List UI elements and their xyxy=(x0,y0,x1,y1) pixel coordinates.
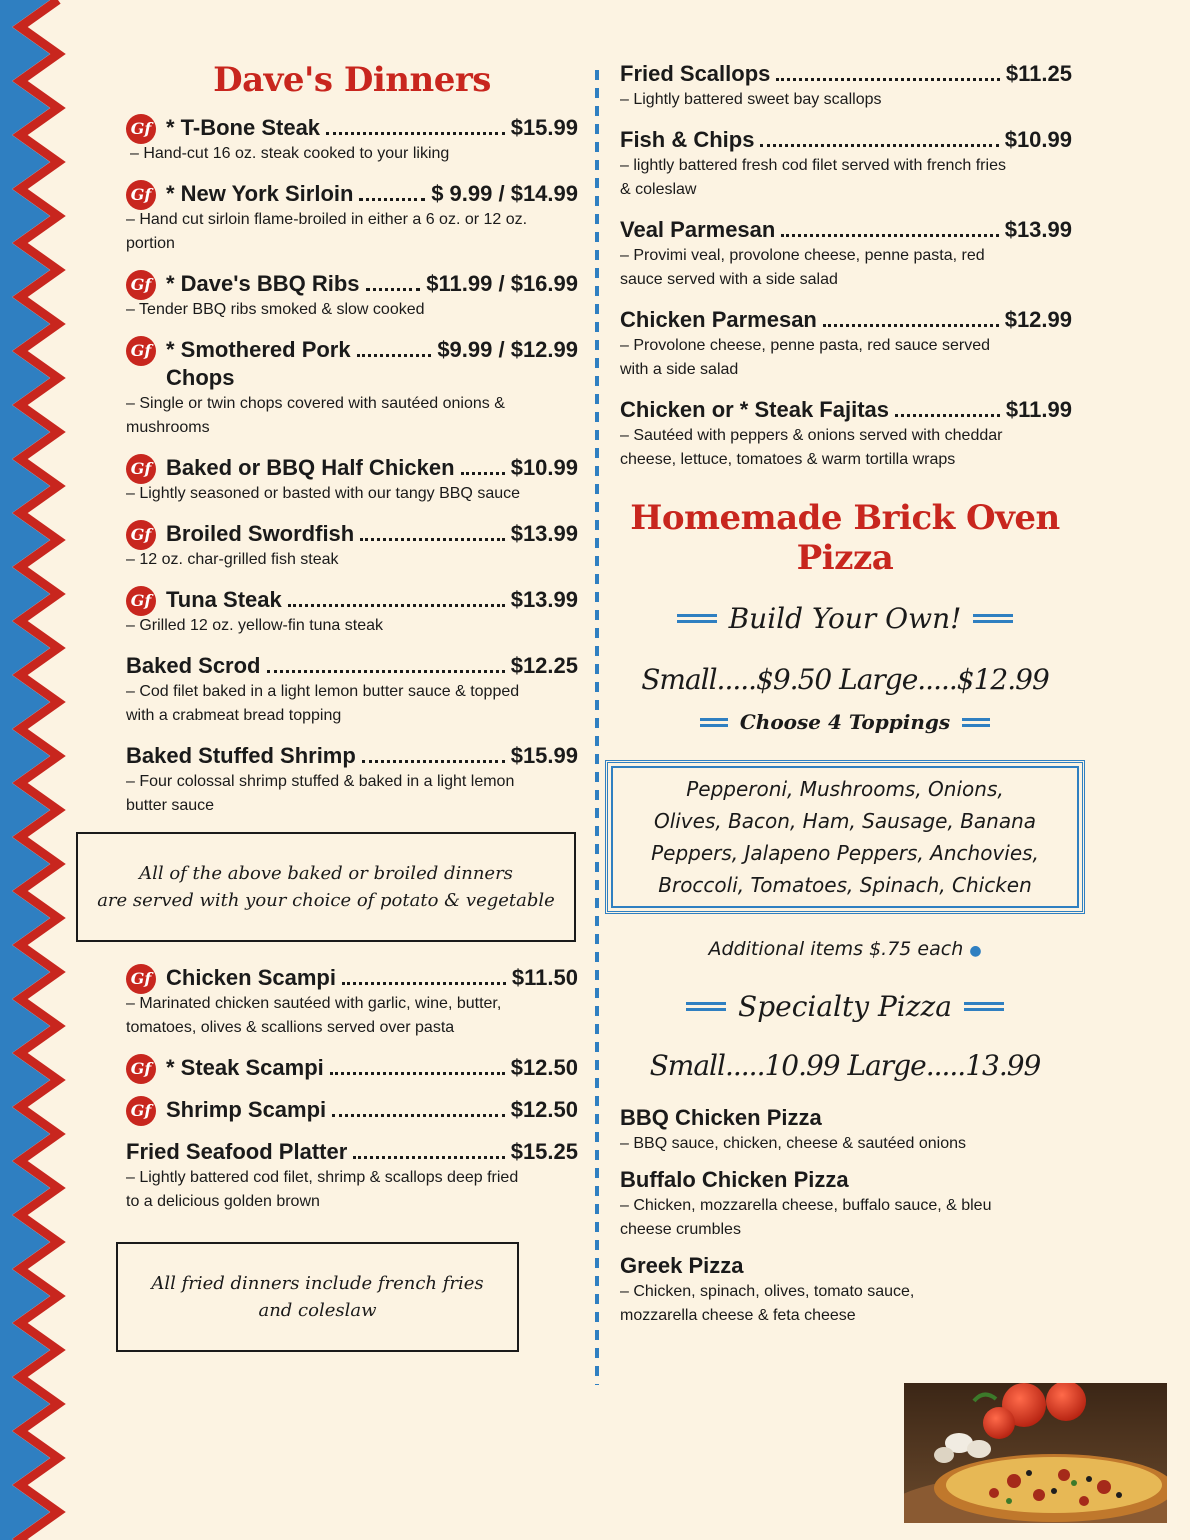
additional-items-text: Additional items $.75 each xyxy=(708,938,964,960)
item-price: $12.50 xyxy=(510,1055,578,1080)
item-price: $10.99 xyxy=(510,455,578,480)
pizza-photo xyxy=(904,1383,1167,1523)
item-price: $11.25 xyxy=(1005,61,1072,86)
item-name: * Smothered Pork xyxy=(166,337,351,362)
baked-dinners-note xyxy=(76,832,576,942)
item-name: Greek Pizza xyxy=(620,1253,744,1278)
item-name: Baked Stuffed Shrimp xyxy=(126,743,356,768)
item-price: $10.99 xyxy=(1004,127,1072,152)
item-description: – Lightly battered sweet bay scallops xyxy=(620,91,882,108)
item-description: – Chicken, mozzarella cheese, buffalo sauce, & bleu cheese crumbles xyxy=(620,1197,992,1238)
gluten-free-icon: Gf xyxy=(126,180,156,210)
menu-item-baked-stuffed-shrimp xyxy=(126,742,578,818)
item-description: – Four colossal shrimp stuffed & baked in a light lemon butter sauce xyxy=(126,773,515,814)
additional-items-note xyxy=(590,938,1100,960)
item-name: BBQ Chicken Pizza xyxy=(620,1105,822,1130)
bullet-dot-icon: ● xyxy=(969,943,982,959)
item-description: – Hand cut sirloin flame-broiled in either a 6 oz. or 12 oz. portion xyxy=(126,211,528,252)
menu-item-smothered-pork-chops xyxy=(126,336,578,440)
item-description: – Provimi veal, provolone cheese, penne pasta, red sauce served with a side salad xyxy=(620,247,985,288)
item-price: $15.99 xyxy=(510,115,578,140)
seafood-list xyxy=(620,60,1072,472)
item-description: – BBQ sauce, chicken, cheese & sautéed onions xyxy=(620,1135,966,1152)
item-description: – Chicken, spinach, olives, tomato sauce, mozzarella cheese & feta cheese xyxy=(620,1283,915,1324)
note-line: All fried dinners include french fries xyxy=(151,1273,484,1294)
fried-dinners-note xyxy=(116,1242,519,1352)
leader-dots xyxy=(359,191,425,201)
item-price: $11.50 xyxy=(511,965,578,990)
specialty-pizza-label: Specialty Pizza xyxy=(738,990,952,1023)
item-name-continued: Chops xyxy=(166,365,235,390)
decorative-bars xyxy=(677,614,717,623)
leader-dots xyxy=(267,663,505,673)
toppings-line: Olives, Bacon, Ham, Sausage, Banana xyxy=(653,809,1037,833)
leader-dots xyxy=(895,407,1000,417)
gluten-free-icon: Gf xyxy=(126,454,156,484)
item-price: $12.99 xyxy=(1004,307,1072,332)
item-price: $11.99 xyxy=(1005,397,1072,422)
specialty-pizza-heading xyxy=(590,990,1100,1023)
menu-item-chicken-scampi xyxy=(126,964,578,1040)
item-price: $15.99 xyxy=(510,743,578,768)
menu-item-t-bone-steak xyxy=(126,114,578,166)
right-column xyxy=(620,60,1072,1328)
leader-dots xyxy=(357,347,432,357)
item-description: – Provolone cheese, penne pasta, red sauce served with a side salad xyxy=(620,337,991,378)
menu-item-shrimp-scampi xyxy=(126,1096,578,1124)
item-name: Baked or BBQ Half Chicken xyxy=(166,455,455,480)
menu-item-bbq-chicken-pizza xyxy=(620,1104,1072,1156)
leader-dots xyxy=(332,1107,505,1117)
daves-dinners-column xyxy=(97,60,578,1352)
leader-dots xyxy=(781,227,998,237)
item-price: $ 9.99 / $14.99 xyxy=(431,181,578,206)
leader-dots xyxy=(366,281,421,291)
choose-toppings-label: Choose 4 Toppings xyxy=(739,710,951,734)
item-description: – Grilled 12 oz. yellow-fin tuna steak xyxy=(126,617,384,634)
menu-item-fried-scallops xyxy=(620,60,1072,112)
item-name: * Dave's BBQ Ribs xyxy=(166,271,360,296)
specialty-pizza-prices: Small.....10.99 Large.....13.99 xyxy=(649,1049,1041,1082)
item-description: – Tender BBQ ribs smoked & slow cooked xyxy=(126,301,425,318)
item-description: – Hand-cut 16 oz. steak cooked to your liking xyxy=(130,145,450,162)
gluten-free-icon: Gf xyxy=(126,336,156,366)
note-line: are served with your choice of potato & vegetable xyxy=(97,890,555,911)
leader-dots xyxy=(326,125,505,135)
decorative-bars xyxy=(686,1002,726,1011)
leader-dots xyxy=(360,531,504,541)
item-description: – 12 oz. char-grilled fish steak xyxy=(126,551,339,568)
leader-dots xyxy=(461,465,505,475)
item-description: – Single or twin chops covered with sautéed onions & mushrooms xyxy=(126,395,505,436)
leader-dots xyxy=(823,317,999,327)
menu-item-veal-parmesan xyxy=(620,216,1072,292)
gluten-free-icon: Gf xyxy=(126,114,156,144)
leader-dots xyxy=(362,753,505,763)
item-price: $12.50 xyxy=(510,1097,578,1122)
menu-item-baked-scrod xyxy=(126,652,578,728)
leader-dots xyxy=(760,137,998,147)
item-name: Chicken or * Steak Fajitas xyxy=(620,397,889,422)
decorative-bars xyxy=(962,718,990,727)
item-name: Chicken Parmesan xyxy=(620,307,817,332)
build-your-own-prices: Small.....$9.50 Large.....$12.99 xyxy=(641,663,1049,696)
decorative-bars xyxy=(964,1002,1004,1011)
build-your-own-heading xyxy=(590,602,1100,635)
leader-dots xyxy=(776,71,1000,81)
menu-item-new-york-sirloin xyxy=(126,180,578,256)
menu-item-fajitas xyxy=(620,396,1072,472)
gluten-free-icon: Gf xyxy=(126,1096,156,1126)
dinner-list-1 xyxy=(126,114,578,818)
menu-item-fried-seafood-platter xyxy=(126,1138,578,1214)
note-line: and coleslaw xyxy=(258,1300,377,1321)
item-price: $9.99 / $12.99 xyxy=(437,337,578,362)
note-line: All of the above baked or broiled dinners xyxy=(139,863,513,884)
menu-item-fish-and-chips xyxy=(620,126,1072,202)
item-description: – Lightly battered cod filet, shrimp & scallops deep fried to a delicious golden brown xyxy=(126,1169,519,1210)
menu-item-broiled-swordfish xyxy=(126,520,578,572)
toppings-line: Broccoli, Tomatoes, Spinach, Chicken xyxy=(658,873,1032,897)
specialty-pizza-list xyxy=(620,1104,1072,1328)
build-your-own-label: Build Your Own! xyxy=(728,602,962,635)
item-name: Tuna Steak xyxy=(166,587,282,612)
daves-dinners-title: Dave's Dinners xyxy=(213,60,491,100)
item-name: Fried Scallops xyxy=(620,61,771,86)
decorative-bars xyxy=(973,614,1013,623)
item-name: * Steak Scampi xyxy=(166,1055,324,1080)
item-description: – Cod filet baked in a light lemon butter sauce & topped with a crabmeat bread topping xyxy=(126,683,520,724)
item-description: – Lightly seasoned or basted with our tangy BBQ sauce xyxy=(126,485,521,502)
menu-item-greek-pizza xyxy=(620,1252,1072,1328)
leader-dots xyxy=(353,1149,504,1159)
choose-toppings-heading xyxy=(590,710,1100,734)
menu-item-daves-bbq-ribs xyxy=(126,270,578,322)
gluten-free-icon: Gf xyxy=(126,1054,156,1084)
gluten-free-icon: Gf xyxy=(126,586,156,616)
leader-dots xyxy=(342,975,506,985)
pizza-section-title: Homemade Brick Oven Pizza xyxy=(630,498,1060,578)
decorative-bars xyxy=(700,718,728,727)
zigzag-border-decoration xyxy=(0,0,72,1540)
item-price: $13.99 xyxy=(1004,217,1072,242)
gluten-free-icon: Gf xyxy=(126,270,156,300)
toppings-line: Peppers, Jalapeno Peppers, Anchovies, xyxy=(651,841,1039,865)
item-name: Chicken Scampi xyxy=(166,965,336,990)
leader-dots xyxy=(288,597,505,607)
menu-item-tuna-steak xyxy=(126,586,578,638)
item-description: – lightly battered fresh cod filet served with french fries & coleslaw xyxy=(620,157,1006,198)
menu-item-steak-scampi xyxy=(126,1054,578,1082)
item-price: $12.25 xyxy=(510,653,578,678)
item-name: Broiled Swordfish xyxy=(166,521,355,546)
item-price: $13.99 xyxy=(510,587,578,612)
item-price: $11.99 / $16.99 xyxy=(426,271,578,296)
leader-dots xyxy=(330,1065,505,1075)
item-name: Veal Parmesan xyxy=(620,217,776,242)
item-description: – Marinated chicken sautéed with garlic, wine, butter, tomatoes, olives & scallions served over pasta xyxy=(126,995,502,1036)
gluten-free-icon: Gf xyxy=(126,964,156,994)
item-name: * New York Sirloin xyxy=(166,181,354,206)
item-name: Baked Scrod xyxy=(126,653,261,678)
item-name: Buffalo Chicken Pizza xyxy=(620,1167,849,1192)
item-description: – Sautéed with peppers & onions served with cheddar cheese, lettuce, tomatoes & warm tortilla wraps xyxy=(620,427,1003,468)
item-price: $15.25 xyxy=(510,1139,578,1164)
menu-item-half-chicken xyxy=(126,454,578,506)
item-name: * T-Bone Steak xyxy=(166,115,321,140)
item-price: $13.99 xyxy=(510,521,578,546)
item-name: Shrimp Scampi xyxy=(166,1097,327,1122)
menu-item-chicken-parmesan xyxy=(620,306,1072,382)
item-name: Fish & Chips xyxy=(620,127,755,152)
dinner-list-2 xyxy=(126,964,578,1214)
menu-item-buffalo-chicken-pizza xyxy=(620,1166,1072,1242)
toppings-line: Pepperoni, Mushrooms, Onions, xyxy=(686,777,1004,801)
item-name: Fried Seafood Platter xyxy=(126,1139,348,1164)
gluten-free-icon: Gf xyxy=(126,520,156,550)
toppings-box xyxy=(605,760,1085,914)
